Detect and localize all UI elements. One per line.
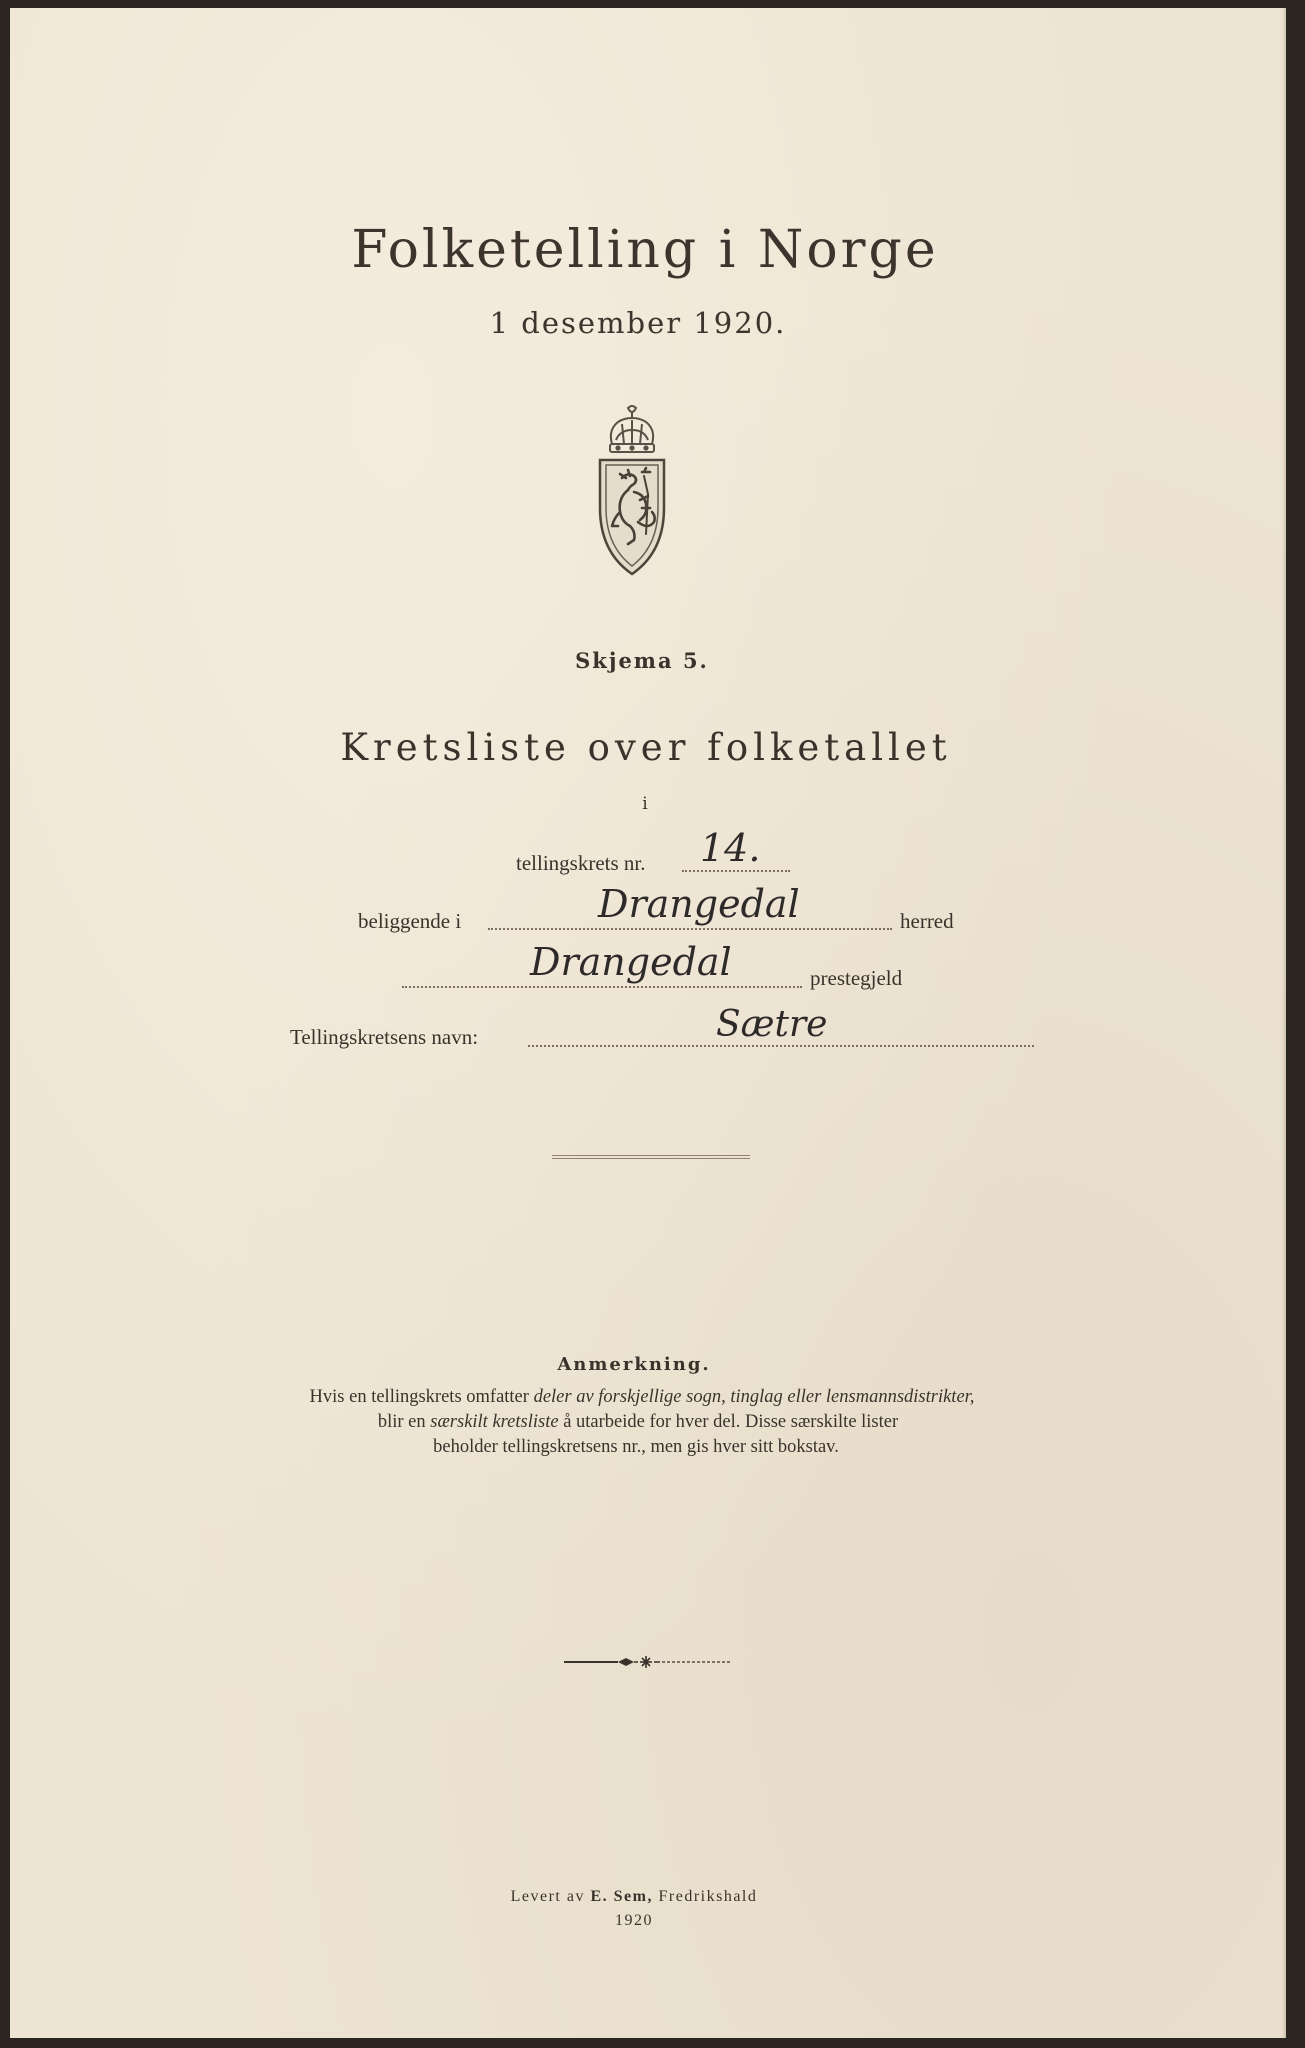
note-heading: Anmerkning. [557,1354,711,1375]
page-edge-shadow [1282,8,1286,2038]
note-line-3: beholder tellingskretsens nr., men gis hver sitt bokstav. [433,1437,839,1457]
parish-value: Drangedal [530,940,732,984]
schema-number: Skjema 5. [575,648,709,673]
district-name-field-line [528,1045,1034,1047]
document-date: 1 desember 1920. [489,306,787,340]
herred-label: herred [900,909,954,933]
form-heading: Kretsliste over folketallet [340,726,952,769]
municipality-value: Drangedal [598,882,800,926]
print-year: 1920 [615,1912,653,1929]
located-in-field-line [488,928,892,930]
form-preposition: i [642,794,648,814]
district-number-field-line [682,870,790,872]
district-name-label: Tellingskretsens navn: [290,1025,479,1049]
printer-credit: Levert av E. Sem, Fredrikshald [510,1888,758,1905]
district-name-value: Sætre [716,1004,828,1045]
norwegian-coat-of-arms-icon [596,404,668,576]
note-line-1: Hvis en tellingskrets omfatter deler av forskjellige sogn, tinglag eller lensmannsdistrikter, [309,1387,975,1407]
decorative-divider-icon [562,1655,732,1669]
parish-label: prestegjeld [810,966,903,990]
note-line-2: blir en særskilt kretsliste å utarbeide for hver del. Disse særskilte lister [377,1412,899,1432]
district-number-value: 14. [700,826,761,870]
document-title: Folketelling i Norge [351,220,939,280]
parish-field-line [402,986,802,988]
located-in-label: beliggende i [358,909,462,933]
census-form-page [10,8,1286,2038]
district-number-label: tellingskrets nr. [516,851,646,875]
section-divider [552,1155,750,1159]
